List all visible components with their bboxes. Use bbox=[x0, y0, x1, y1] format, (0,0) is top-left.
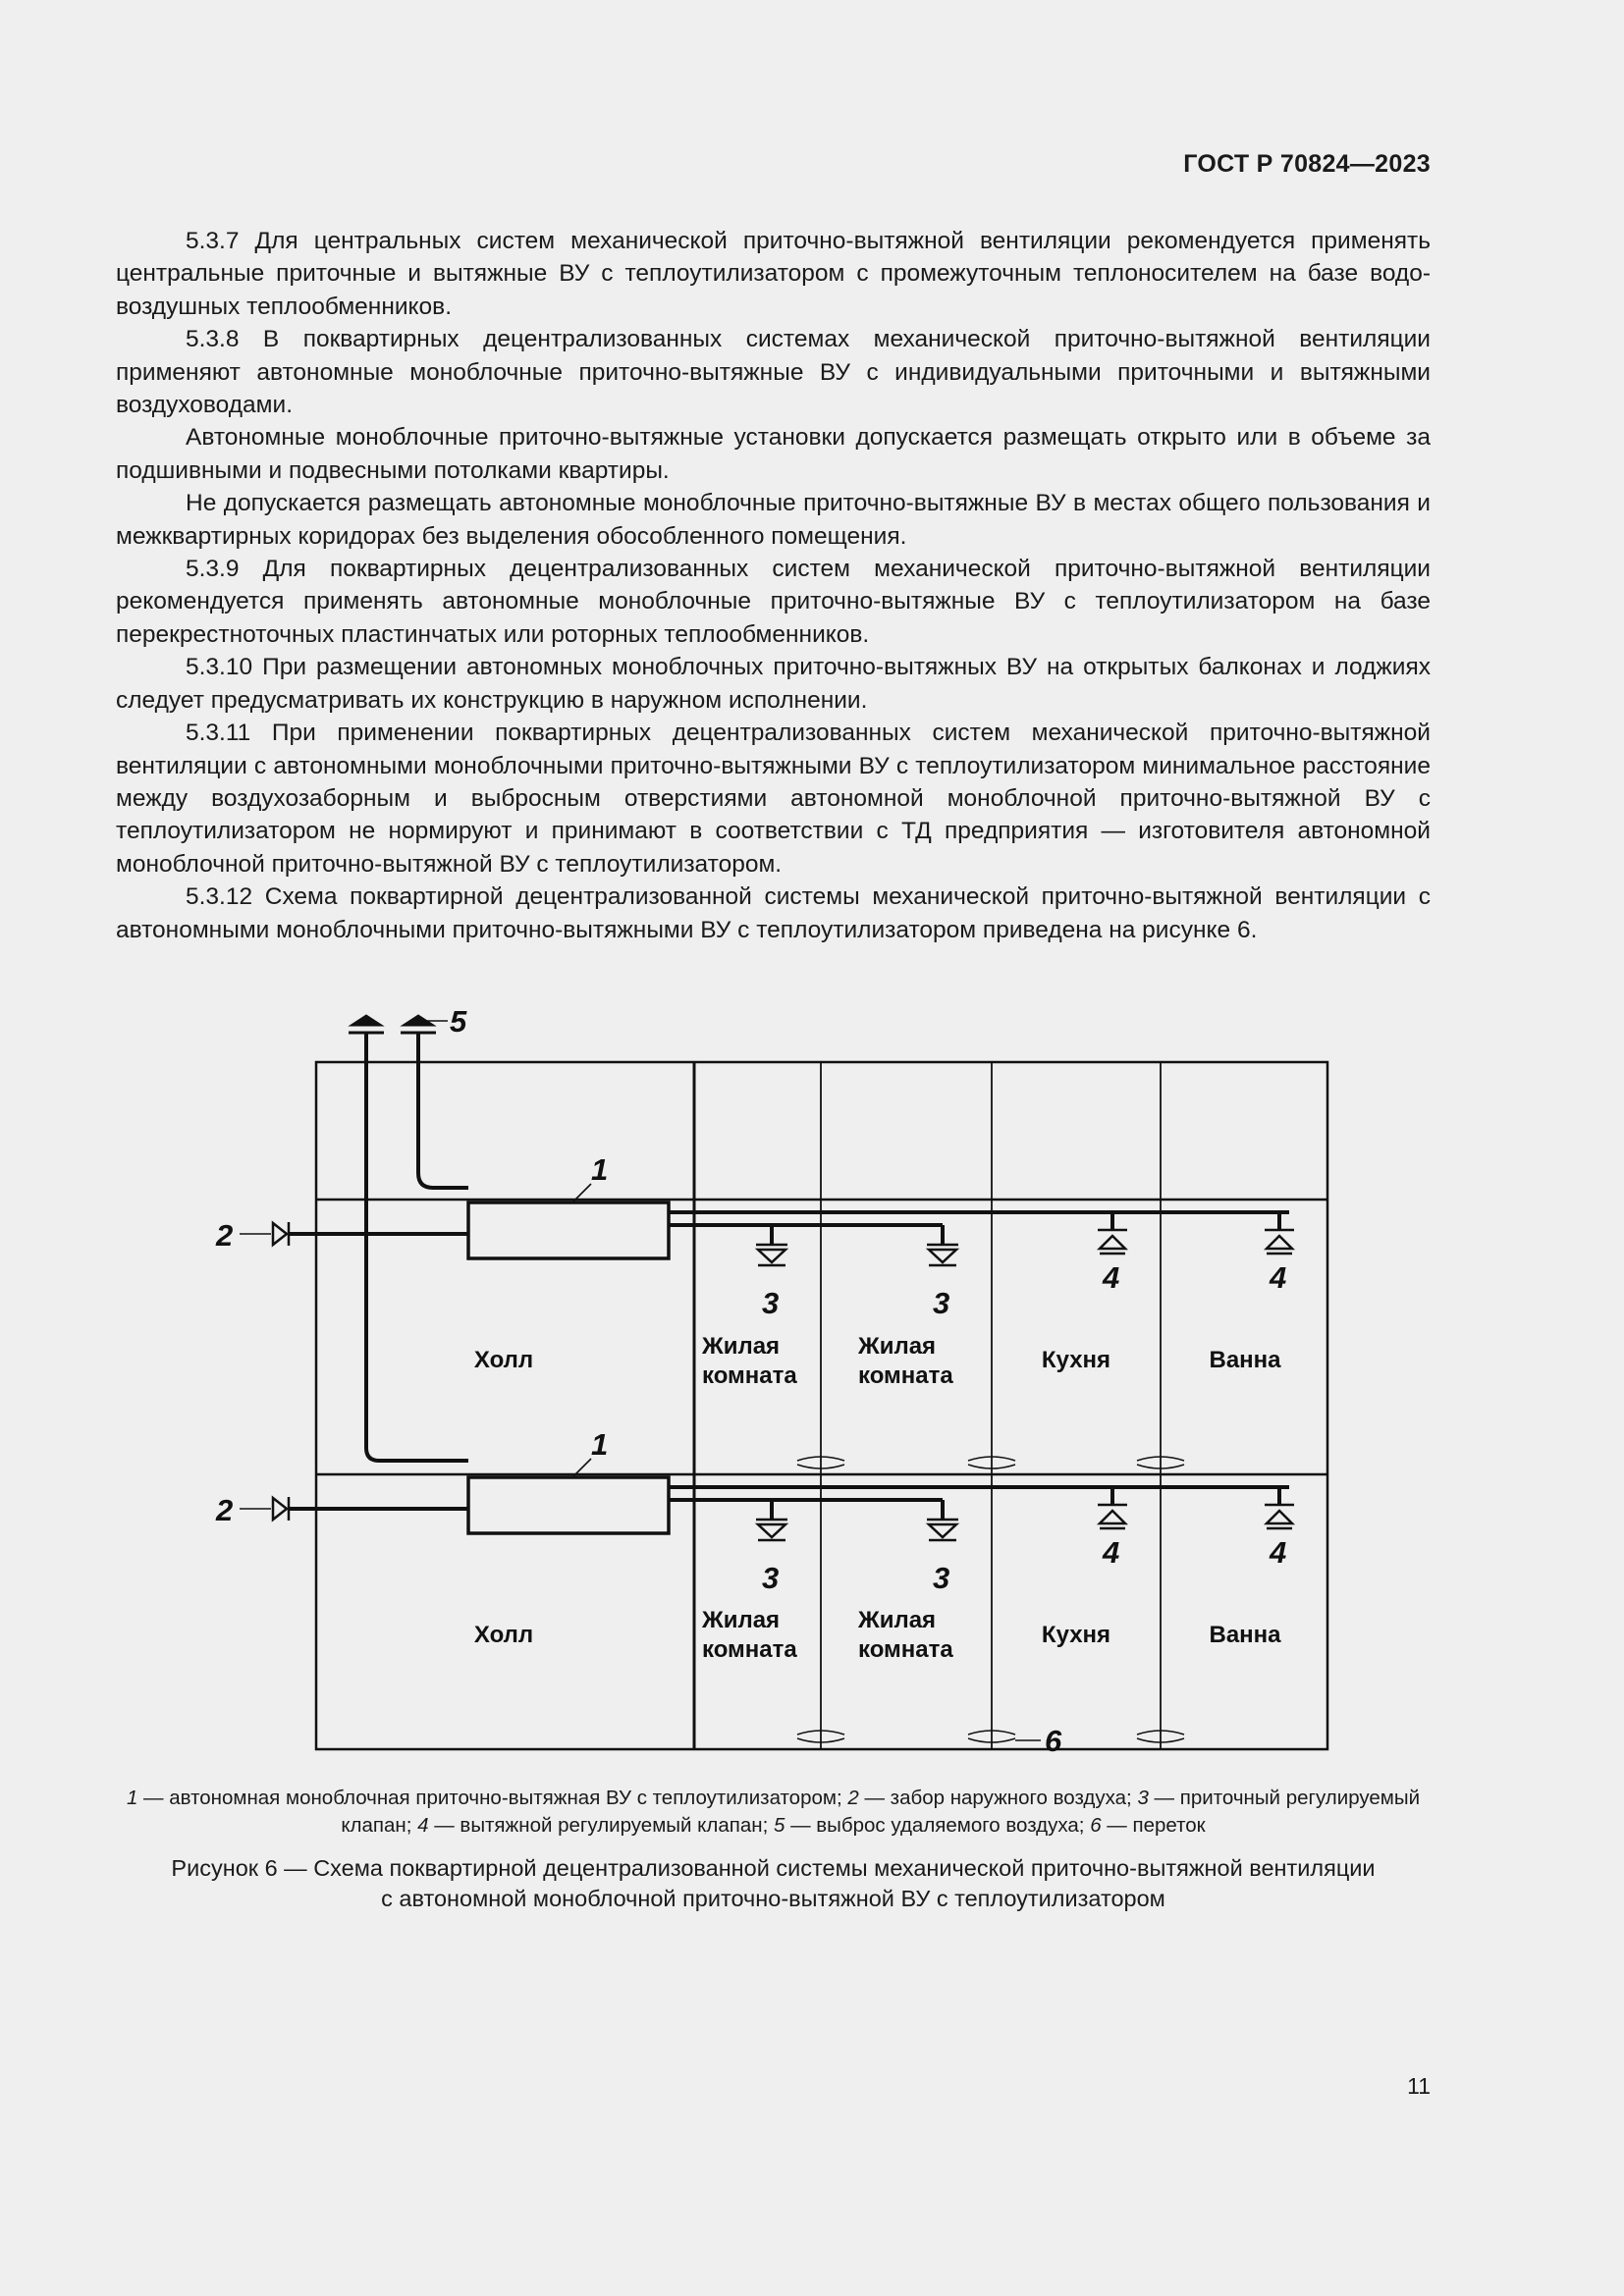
legend-text-2: — забор наружного воздуха; bbox=[858, 1787, 1138, 1809]
supply-valve bbox=[756, 1520, 787, 1540]
paragraph-autonomous-placement: Автономные моноблочные приточно-вытяжные установки допускается размещать открыто или в объеме за подшивными и подвесными потолками квартиры. bbox=[116, 424, 1431, 484]
callout-4-a: 4 bbox=[1103, 1260, 1120, 1295]
callout-4-d: 4 bbox=[1270, 1535, 1287, 1570]
callout-3-c: 3 bbox=[762, 1561, 780, 1595]
paragraph-5-3-7: 5.3.7 Для центральных систем механической приточно-вытяжной вентиляции рекомендуется применять центральные приточные и вытяжные ВУ с теплоутилизатором с промежуточным теплоносителем на базе водо-воздушных теплообменников. bbox=[116, 228, 1431, 320]
callout-3-d: 3 bbox=[933, 1561, 950, 1595]
callout-1-floor-1: 1 bbox=[591, 1152, 609, 1187]
legend-text-1: — автономная моноблочная приточно-вытяжная ВУ с теплоутилизатором; bbox=[137, 1787, 848, 1809]
exhaust-valve bbox=[1265, 1230, 1294, 1254]
exhaust-risers bbox=[366, 1033, 468, 1461]
figure-caption bbox=[116, 1853, 1431, 1914]
label-hall-floor-2: Холл bbox=[473, 1622, 534, 1648]
label-kitchen-floor-2: Кухня bbox=[1041, 1622, 1111, 1648]
label-bath-floor-2: Ванна bbox=[1209, 1622, 1281, 1648]
supply-valve bbox=[927, 1520, 958, 1540]
paragraph-5-3-10: 5.3.10 При размещении автономных моноблочных приточно-вытяжных ВУ на открытых балконах и лоджиях следует предусматривать их конструкцию в наружном исполнении. bbox=[116, 654, 1431, 714]
paragraph-5-3-8: 5.3.8 В поквартирных децентрализованных системах механической приточно-вытяжной вентиляции применяют автономные моноблочные приточно-вытяжные ВУ с индивидуальными приточными и вытяжными воздуховодами. bbox=[116, 326, 1431, 419]
exhaust-outlets bbox=[349, 1015, 436, 1033]
exhaust-valve bbox=[1265, 1505, 1294, 1528]
label-living2-floor-1: Жилая bbox=[858, 1333, 937, 1360]
page-number: 11 bbox=[1407, 2073, 1431, 2099]
figure-caption-line-1: Рисунок 6 — Схема поквартирной децентрализованной системы механической приточно-вытяжной вентиляции bbox=[171, 1855, 1376, 1881]
legend-text-5: — выброс удаляемого воздуха; bbox=[785, 1814, 1091, 1837]
exhaust-valves bbox=[1098, 1230, 1294, 1528]
label-living1-floor-1: Жилая bbox=[702, 1333, 781, 1360]
legend-key-2: 2 bbox=[847, 1787, 859, 1809]
paragraph-5-3-11: 5.3.11 При применении поквартирных децентрализованных систем механической приточно-вытяжной вентиляции с автономными моноблочными приточно-вытяжными ВУ с теплоутилизатором минимальное расстояние между воздухозаборным и выбросным отверстиями автономной моноблочной приточно-вытяжной ВУ с теплоутилизатором не нормируют и принимают в соответствии с ТД предприятия — изготовителя автономной моноблочной приточно-вытяжной ВУ с теплоутилизатором. bbox=[116, 720, 1431, 878]
figure-legend bbox=[116, 1785, 1431, 1840]
body-text bbox=[116, 225, 1431, 946]
legend-key-3: 3 bbox=[1137, 1787, 1149, 1809]
exhaust-duct-floor-1 bbox=[418, 1033, 468, 1188]
callout-4-b: 4 bbox=[1270, 1260, 1287, 1295]
legend-key-6: 6 bbox=[1090, 1814, 1102, 1837]
air-intakes bbox=[273, 1222, 289, 1521]
supply-valve bbox=[756, 1245, 787, 1265]
exhaust-valve bbox=[1098, 1505, 1127, 1528]
label-living2-floor-2-b: комната bbox=[858, 1636, 953, 1663]
callout-1-floor-2: 1 bbox=[591, 1427, 609, 1462]
legend-text-6: — переток bbox=[1101, 1814, 1206, 1837]
ventilation-diagram bbox=[0, 991, 1624, 1767]
label-living1-floor-2: Жилая bbox=[702, 1607, 781, 1633]
callout-2-floor-1: 2 bbox=[216, 1218, 234, 1253]
callout-6: 6 bbox=[1045, 1724, 1062, 1758]
legend-key-1: 1 bbox=[126, 1787, 138, 1809]
paragraph-not-allowed: Не допускается размещать автономные моноблочные приточно-вытяжные ВУ в местах общего пользования и межквартирных коридорах без выделения обособленного помещения. bbox=[116, 490, 1431, 550]
vent-unit-floor-1 bbox=[468, 1202, 669, 1258]
legend-text-3: — приточный регулируемый клапан; bbox=[341, 1787, 1421, 1837]
label-bath-floor-1: Ванна bbox=[1209, 1347, 1281, 1373]
vent-unit-floor-2 bbox=[468, 1477, 669, 1533]
supply-valve bbox=[927, 1245, 958, 1265]
callout-3-a: 3 bbox=[762, 1286, 780, 1320]
building-walls bbox=[316, 1062, 1327, 1749]
outer-wall bbox=[316, 1062, 1327, 1749]
legend-text-4: — вытяжной регулируемый клапан; bbox=[428, 1814, 774, 1837]
label-living1-floor-1-b: комната bbox=[702, 1362, 797, 1389]
callout-5: 5 bbox=[450, 1004, 467, 1039]
callout-2-floor-2: 2 bbox=[216, 1493, 234, 1527]
exhaust-valve bbox=[1098, 1230, 1127, 1254]
legend-key-5: 5 bbox=[773, 1814, 785, 1837]
paragraph-5-3-9: 5.3.9 Для поквартирных децентрализованных систем механической приточно-вытяжной вентиляции рекомендуется применять автономные моноблочные приточно-вытяжные ВУ с теплоутилизатором на базе перекрестноточных пластинчатых или роторных теплообменников. bbox=[116, 556, 1431, 648]
paragraph-5-3-12: 5.3.12 Схема поквартирной децентрализованной системы механической приточно-вытяжной вентиляции с автономными моноблочными приточно-вытяжными ВУ с теплоутилизатором приведена на рисунке 6. bbox=[116, 883, 1431, 943]
label-hall-floor-1: Холл bbox=[473, 1347, 534, 1373]
callout-3-b: 3 bbox=[933, 1286, 950, 1320]
label-living2-floor-1-b: комната bbox=[858, 1362, 953, 1389]
label-kitchen-floor-1: Кухня bbox=[1041, 1347, 1111, 1373]
label-living1-floor-2-b: комната bbox=[702, 1636, 797, 1663]
standard-designation: ГОСТ Р 70824—2023 bbox=[1183, 150, 1431, 178]
callout-4-c: 4 bbox=[1103, 1535, 1120, 1570]
supply-valves bbox=[756, 1245, 958, 1540]
legend-key-4: 4 bbox=[417, 1814, 429, 1837]
label-living2-floor-2: Жилая bbox=[858, 1607, 937, 1633]
figure-caption-line-2: с автономной моноблочной приточно-вытяжной ВУ с теплоутилизатором bbox=[381, 1886, 1165, 1911]
figure-6-ventilation-scheme bbox=[0, 991, 1624, 1767]
